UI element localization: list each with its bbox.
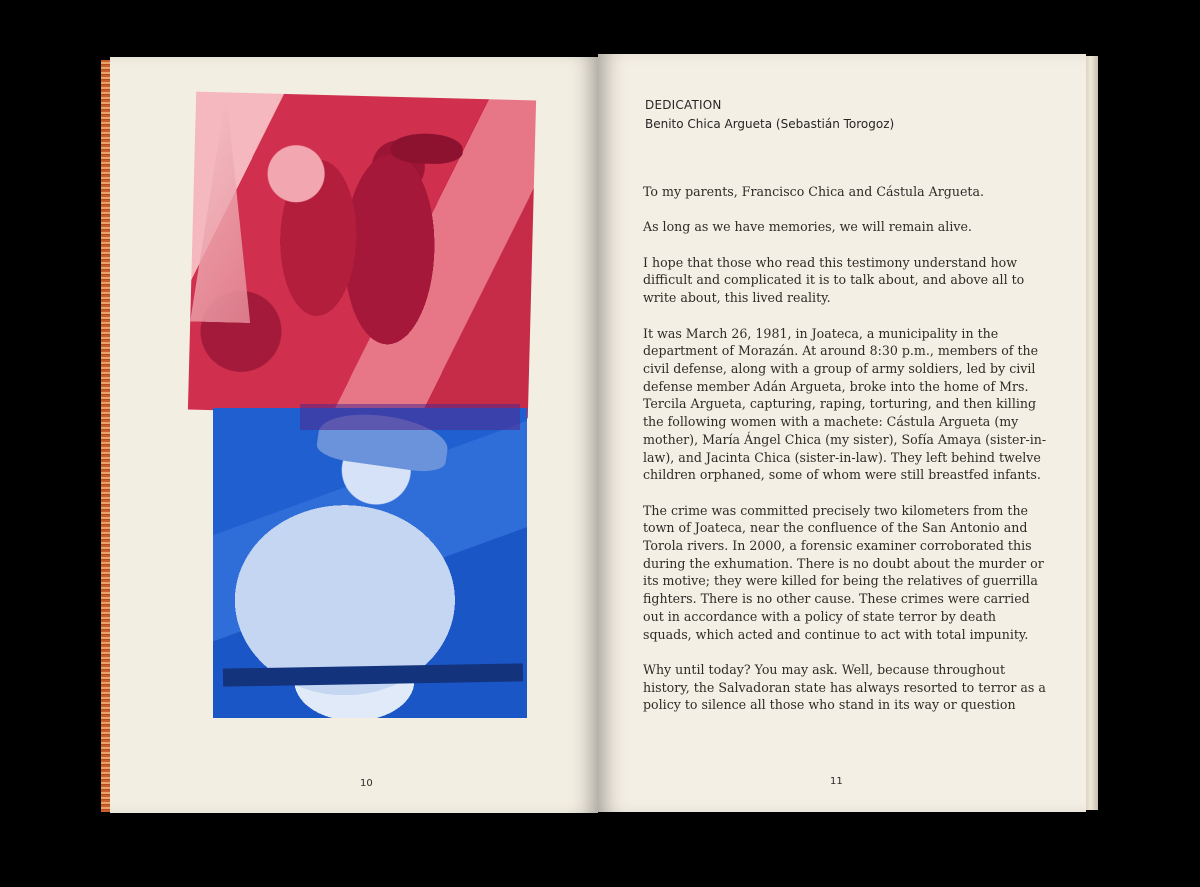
paragraph: I hope that those who read this testimony understand how difficult and complicated it is to talk about, and above all to write about, this lived reality. [643,254,1025,306]
photo-tent-shape [190,92,256,323]
photo-overlap-area [300,404,520,430]
photo-hat-shape [390,133,463,165]
right-page-number: 11 [830,776,843,787]
left-page-number: 10 [360,778,373,789]
red-duotone-photo [188,92,536,419]
dedication-body [643,183,1048,732]
paragraph: Why until today? You may ask. Well, because throughout history, the Salvadoran state has always resorted to terror as a policy to silence all those who stand in its way or question [643,661,1046,713]
author-name: Benito Chica Argueta (Sebastián Torogoz) [645,117,895,131]
photo-rifle-shape [223,663,523,686]
paragraph: To my parents, Francisco Chica and Cástula Argueta. [643,184,984,199]
paragraph: As long as we have memories, we will remain alive. [643,219,972,235]
section-title: DEDICATION [645,98,722,112]
paragraph: It was March 26, 1981, in Joateca, a municipality in the department of Morazán. At around 8:30 p.m., members of the civil defense, along with a group of army soldiers, led by civil defense member Adán Argueta, broke into the home of Mrs. Tercila Argueta, capturing, raping, torturing, and then killing the following women with a machete: Cástula Argueta (my mother), María Ángel Chica (my sister), Sofía Amaya (sister-in-law), and Jacinta Chica (sister-in-law). They left behind twelve children orphaned, some of whom were still breastfed infants. [643,325,1047,483]
blue-duotone-photo [213,408,527,718]
page-stack-right-edge [1086,56,1098,810]
paragraph: The crime was committed precisely two kilometers from the town of Joateca, near the confluence of the San Antonio and Torola rivers. In 2000, a forensic examiner corroborated this during the exhumation. There is no doubt about the murder or its motive; they were killed for being the relatives of guerrilla fighters. There is no other cause. These crimes were carried out in accordance with a policy of state terror by death squads, which acted and continue to act with total impunity. [643,502,1044,642]
